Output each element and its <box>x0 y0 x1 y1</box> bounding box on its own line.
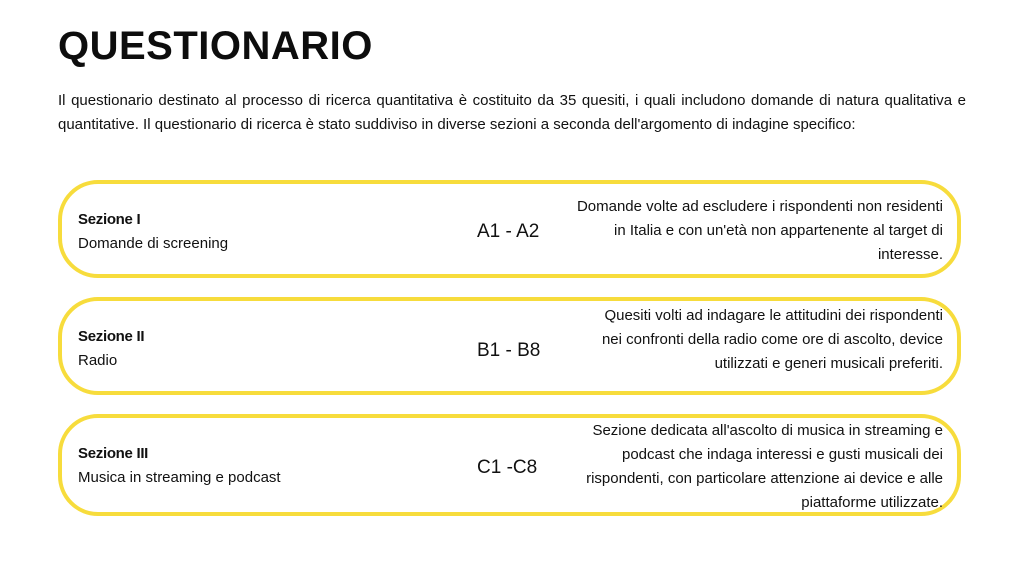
section-description: Domande volte ad escludere i rispondenti non residenti in Italia e con un'età non appartenente al target di interesse. <box>576 198 943 263</box>
section-question-range: A1 - A2 <box>477 221 540 242</box>
section-card-2 <box>58 297 961 395</box>
section-name-block <box>78 442 281 490</box>
section-question-range: B1 - B8 <box>477 340 541 361</box>
section-title: Sezione III <box>78 445 149 462</box>
section-title: Sezione I <box>78 211 141 228</box>
section-name-block <box>78 208 228 256</box>
intro-paragraph: Il questionario destinato al processo di ricerca quantitativa è costituito da 35 quesiti, i quali includono domande di natura qualitativa e quantitative. Il questionario di ricerca è stato suddiviso in diverse sezioni a seconda dell'argomento di indagine specifico: <box>58 92 966 133</box>
section-subtitle: Radio <box>78 352 118 369</box>
section-description: Quesiti volti ad indagare le attitudini dei rispondenti nei confronti della radio come ore di ascolto, device utilizzati e generi musicali preferiti. <box>601 307 943 372</box>
section-question-range: C1 -C8 <box>477 457 538 478</box>
section-subtitle: Musica in streaming e podcast <box>78 469 281 486</box>
section-title: Sezione II <box>78 328 145 345</box>
section-description: Sezione dedicata all'ascolto di musica in streaming e podcast che indaga interessi e gusti musicali dei rispondenti, con particolare attenzione ai device e alle piattaforme utilizzate. <box>586 422 943 511</box>
section-subtitle: Domande di screening <box>78 235 229 252</box>
section-name-block <box>78 325 144 373</box>
page-title: QUESTIONARIO <box>58 24 373 68</box>
section-card-3 <box>58 414 961 516</box>
section-card-1 <box>58 180 961 278</box>
